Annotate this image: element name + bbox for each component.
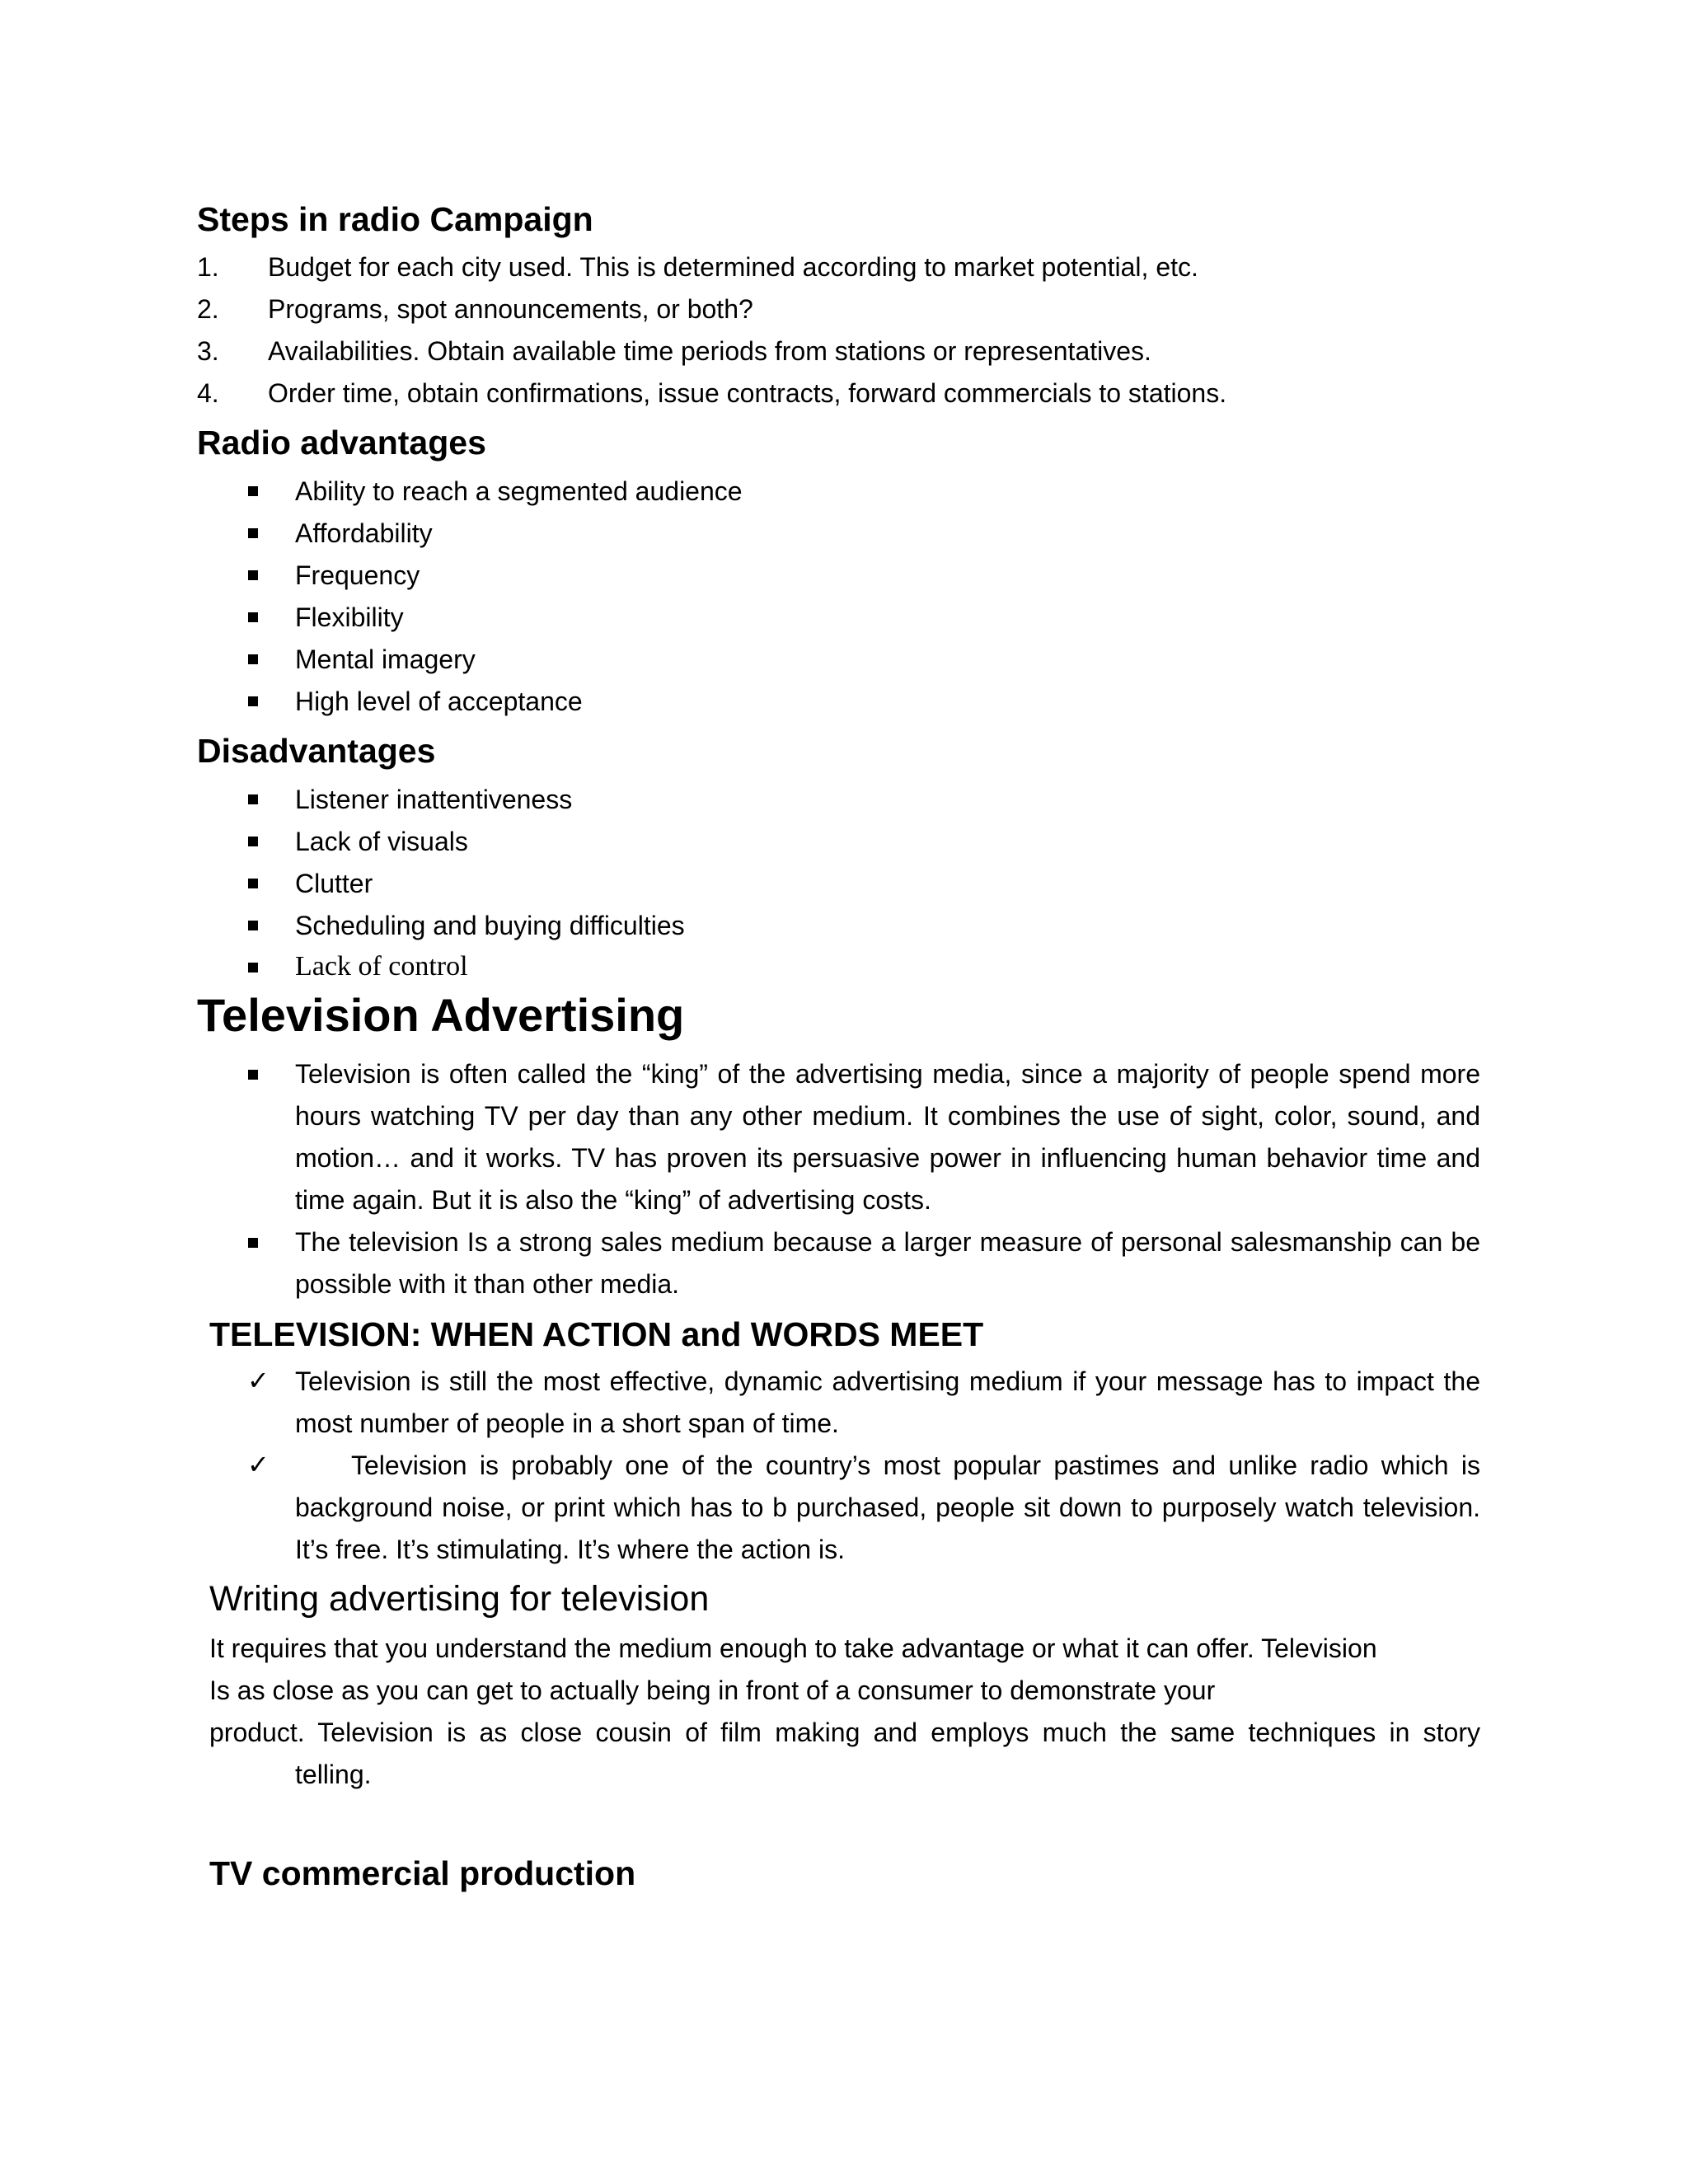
advantage-item: Affordability bbox=[295, 518, 433, 548]
step-number: 1. bbox=[197, 252, 219, 282]
disadvantage-item: Lack of control bbox=[295, 951, 468, 982]
checkmark-icon: ✓ bbox=[247, 1449, 270, 1480]
square-bullet-icon bbox=[248, 528, 258, 538]
advantage-item: Ability to reach a segmented audience bbox=[295, 476, 743, 506]
square-bullet-icon bbox=[248, 1238, 258, 1248]
step-number: 2. bbox=[197, 294, 219, 324]
disadvantage-item: Clutter bbox=[295, 869, 373, 898]
advantage-item: High level of acceptance bbox=[295, 687, 583, 716]
square-bullet-icon bbox=[248, 486, 258, 496]
square-bullet-icon bbox=[248, 1070, 258, 1080]
action-paragraph: Television is still the most effective, dynamic advertising medium if your message has to impact the most number of people in a short span of time. bbox=[295, 1366, 1480, 1438]
step-text: Order time, obtain confirmations, issue contracts, forward commercials to stations. bbox=[268, 378, 1227, 408]
square-bullet-icon bbox=[248, 879, 258, 888]
advantage-item: Mental imagery bbox=[295, 644, 476, 674]
tv-paragraph: Television is often called the “king” of the advertising media, since a majority of people spend more hours watching TV per day than any other medium. It combines the use of sight, color, sound, and motion… and it works. TV has proven its persuasive power in influencing human behavior time and time again. But it is also the “king” of advertising costs. bbox=[295, 1059, 1480, 1215]
square-bullet-icon bbox=[248, 570, 258, 580]
writing-line: telling. bbox=[295, 1760, 372, 1789]
advantage-item: Flexibility bbox=[295, 602, 404, 632]
heading-television-advertising: Television Advertising bbox=[197, 989, 685, 1041]
writing-line: product. Television is as close cousin of film making and employs much the same techniques in story bbox=[209, 1718, 1480, 1747]
disadvantage-item: Listener inattentiveness bbox=[295, 785, 573, 814]
disadvantage-item: Lack of visuals bbox=[295, 827, 468, 856]
disadvantage-item: Scheduling and buying difficulties bbox=[295, 911, 685, 940]
step-text: Programs, spot announcements, or both? bbox=[268, 294, 753, 324]
heading-steps-radio-campaign: Steps in radio Campaign bbox=[197, 200, 593, 238]
action-paragraph: Television is probably one of the country’s most popular pastimes and unlike radio which is background noise, or print which has to b purchased, people sit down to purposely watch television. It’s free. It’s stimulating. It’s where the action is. bbox=[295, 1451, 1480, 1564]
square-bullet-icon bbox=[248, 654, 258, 664]
square-bullet-icon bbox=[248, 837, 258, 846]
heading-action-words: TELEVISION: WHEN ACTION and WORDS MEET bbox=[209, 1315, 984, 1353]
advantage-item: Frequency bbox=[295, 560, 420, 590]
heading-tv-commercial-production: TV commercial production bbox=[209, 1854, 636, 1892]
step-number: 4. bbox=[197, 378, 219, 408]
step-number: 3. bbox=[197, 336, 219, 366]
writing-line: Is as close as you can get to actually being in front of a consumer to demonstrate your bbox=[209, 1675, 1216, 1705]
step-text: Availabilities. Obtain available time periods from stations or representatives. bbox=[268, 336, 1151, 366]
tv-paragraph: The television Is a strong sales medium because a larger measure of personal salesmanship can be possible with it than other media. bbox=[295, 1227, 1480, 1299]
heading-writing-advertising: Writing advertising for television bbox=[209, 1579, 710, 1619]
square-bullet-icon bbox=[248, 794, 258, 804]
square-bullet-icon bbox=[248, 921, 258, 930]
checkmark-icon: ✓ bbox=[247, 1365, 270, 1396]
square-bullet-icon bbox=[248, 963, 258, 972]
square-bullet-icon bbox=[248, 696, 258, 706]
writing-line: It requires that you understand the medium enough to take advantage or what it can offer. Television bbox=[209, 1633, 1377, 1663]
heading-radio-advantages: Radio advantages bbox=[197, 424, 486, 462]
square-bullet-icon bbox=[248, 612, 258, 622]
heading-disadvantages: Disadvantages bbox=[197, 732, 436, 770]
step-text: Budget for each city used. This is determined according to market potential, etc. bbox=[268, 252, 1198, 282]
